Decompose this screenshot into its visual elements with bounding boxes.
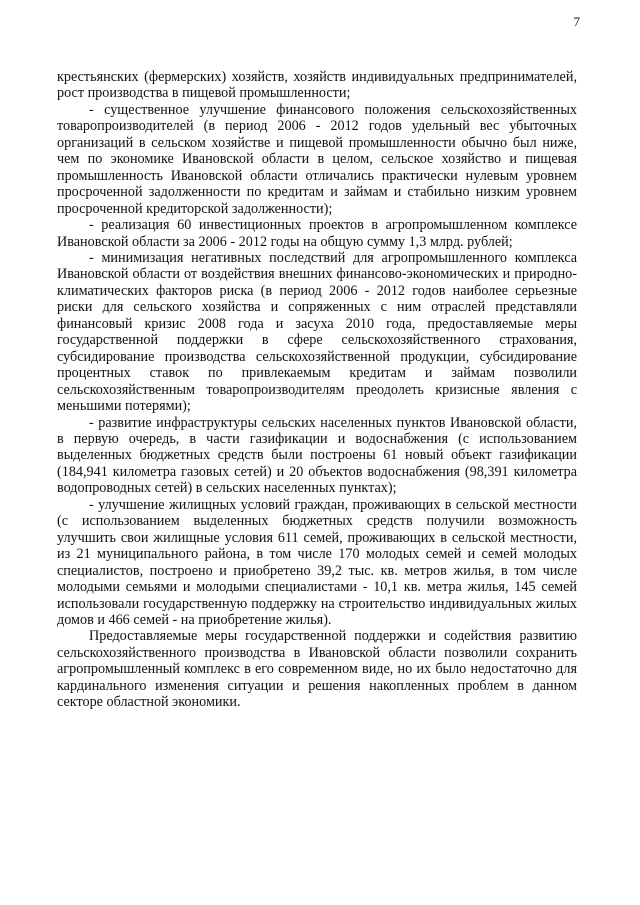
paragraph-risk-minimization: - минимизация негативных последствий для агропромышленного комплекса Ивановской области от воздействия внешних финансово-экономических и природно-климатических факторов риска (в период 2006 - 2012 годов наиболее серьезные риски для сельского хозяйства и сопряженных с ним отраслей представляли финансовый кризис 2008 года и засуха 2010 года, предоставляемые меры государственной поддержки в сфере сельскохозяйственного страхования, субсидирование производства сельскохозяйственной продукции, субсидирование процентных ставок по привлекаемым кредитам и займам позволили сельскохозяйственным товаропроизводителям преодолеть кризисные явления с меньшими потерями);	[57, 249, 577, 415]
document-body	[57, 69, 577, 711]
paragraph-continuation: крестьянских (фермерских) хозяйств, хозяйств индивидуальных предпринимателей, рост производства в пищевой промышленности;	[57, 69, 577, 102]
paragraph-infrastructure: - развитие инфраструктуры сельских населенных пунктов Ивановской области, в первую очередь, в части газификации и водоснабжения (с использованием выделенных бюджетных средств были построены 61 новый объект газификации (184,941 километра газовых сетей) и 20 объектов водоснабжения (98,391 километра водопроводных сетей) в сельских населенных пунктах);	[57, 414, 577, 497]
paragraph-financial-improvement: - существенное улучшение финансового положения сельскохозяйственных товаропроизводителей (в период 2006 - 2012 годов удельный вес убыточных организаций в сельском хозяйстве и пищевой промышленности обычно был ниже, чем по экономике Ивановской области в целом, сельское хозяйство и пищевая промышленность Ивановской области отличались практически нулевым уровнем просроченной задолженности по кредитам и займам и стабильно низким уровнем просроченной кредиторской задолженности);	[57, 101, 577, 217]
paragraph-conclusion: Предоставляемые меры государственной поддержки и содействия развитию сельскохозяйственного производства в Ивановской области позволили сохранить агропромышленный комплекс в его современном виде, но их было недостаточно для кардинального изменения ситуации и решения накопленных проблем в данном секторе областной экономики.	[57, 628, 577, 711]
page-number: 7	[573, 14, 580, 29]
paragraph-housing: - улучшение жилищных условий граждан, проживающих в сельской местности (с использованием выделенных бюджетных средств получили возможность улучшить свои жилищные условия 611 семей, проживающих в сельской местности, из 21 муниципального района, в том числе 170 молодых семей и семей молодых специалистов, построено и приобретено 39,2 тыс. кв. метров жилья, в том числе молодыми семьями и молодыми специалистами - 10,1 кв. метра жилья, 145 семей использовали государственную поддержку на строительство индивидуальных жилых домов и 466 семей - на приобретение жилья).	[57, 496, 577, 628]
paragraph-investment-projects: - реализация 60 инвестиционных проектов в агропромышленном комплексе Ивановской области за 2006 - 2012 годы на общую сумму 1,3 млрд. рублей;	[57, 217, 577, 250]
